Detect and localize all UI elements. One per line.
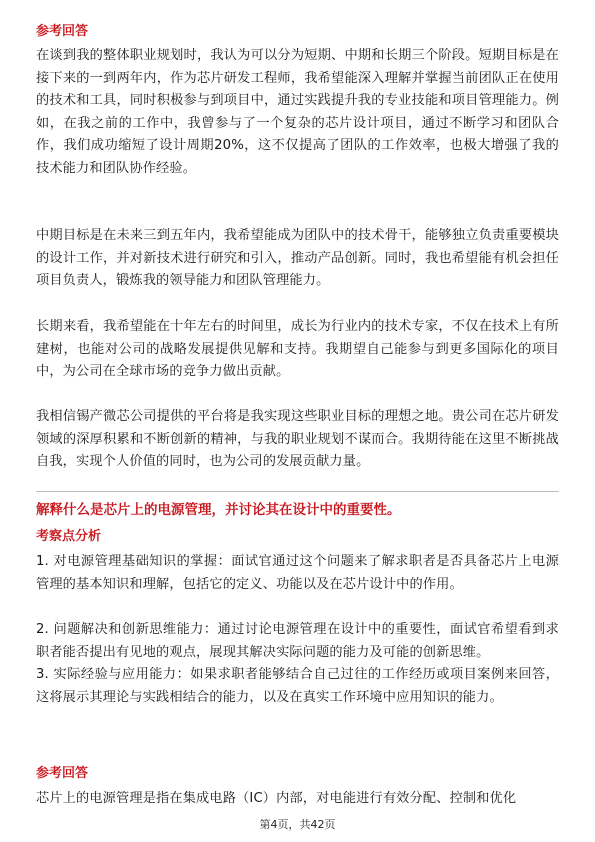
answer-paragraph-conclusion: 我相信锡产微芯公司提供的平台将是我实现这些职业目标的理想之地。贵公司在芯片研发领域的深厚积累和不断创新的精神，与我的职业规划不谋而合。我期待能在这里不断挑战自我，实现个人价值的同时，也为公司的发展贡献力量。	[36, 409, 559, 470]
analysis-item: 3. 实际经验与应用能力：如果求职者能够结合自己过往的工作经历或项目案例来回答，这将展示其理论与实践相结合的能力，以及在真实工作环境中应用知识的能力。	[36, 667, 559, 705]
answer-paragraph-short-term: 在谈到我的整体职业规划时，我认为可以分为短期、中期和长期三个阶段。短期目标是在接下来的一到两年内，作为芯片研发工程师，我希望能深入理解并掌握当前团队正在使用的技术和工具，同时积极参与到项目中，通过实践提升我的专业技能和项目管理能力。例如，在我之前的工作中，我曾参与了一个复杂的芯片设计项目，通过不断学习和团队合作，我们成功缩短了设计周期20%，这不仅提高了团队的工作效率，也极大增强了我的技术能力和团队协作经验。	[36, 48, 559, 176]
interview-question: 解释什么是芯片上的电源管理，并讨论其在设计中的重要性。	[36, 502, 401, 518]
answer-paragraph-long-term: 长期来看，我希望能在十年左右的时间里，成长为行业内的技术专家，不仅在技术上有所建树，也能对公司的战略发展提供见解和支持。我期望自己能参与到更多国际化的项目中，为公司在全球市场的竞争力做出贡献。	[36, 319, 559, 380]
answer-paragraph-mid-term: 中期目标是在未来三到五年内，我希望能成为团队中的技术骨干，能够独立负责重要模块的设计工作，并对新技术进行研究和引入，推动产品创新。同时，我也希望能有机会担任项目负责人，锻炼我的领导能力和团队管理能力。	[36, 228, 559, 289]
answer-heading-2: 参考回答	[36, 766, 89, 781]
answer-paragraph-power-management: 芯片上的电源管理是指在集成电路（IC）内部，对电能进行有效分配、控制和优化	[36, 791, 517, 806]
answer-heading: 参考回答	[36, 24, 89, 39]
analysis-item: 2. 问题解决和创新思维能力：通过讨论电源管理在设计中的重要性，面试官希望看到求职者能否提出有见地的观点，展现其解决实际问题的能力及可能的创新思维。	[36, 622, 559, 660]
section-divider	[36, 491, 559, 492]
analysis-item: 1. 对电源管理基础知识的掌握：面试官通过这个问题来了解求职者是否具备芯片上电源管理的基本知识和理解，包括它的定义、功能以及在芯片设计中的作用。	[36, 554, 559, 592]
analysis-heading: 考察点分析	[36, 529, 102, 544]
page-number: 第4页，共42页	[259, 818, 336, 831]
